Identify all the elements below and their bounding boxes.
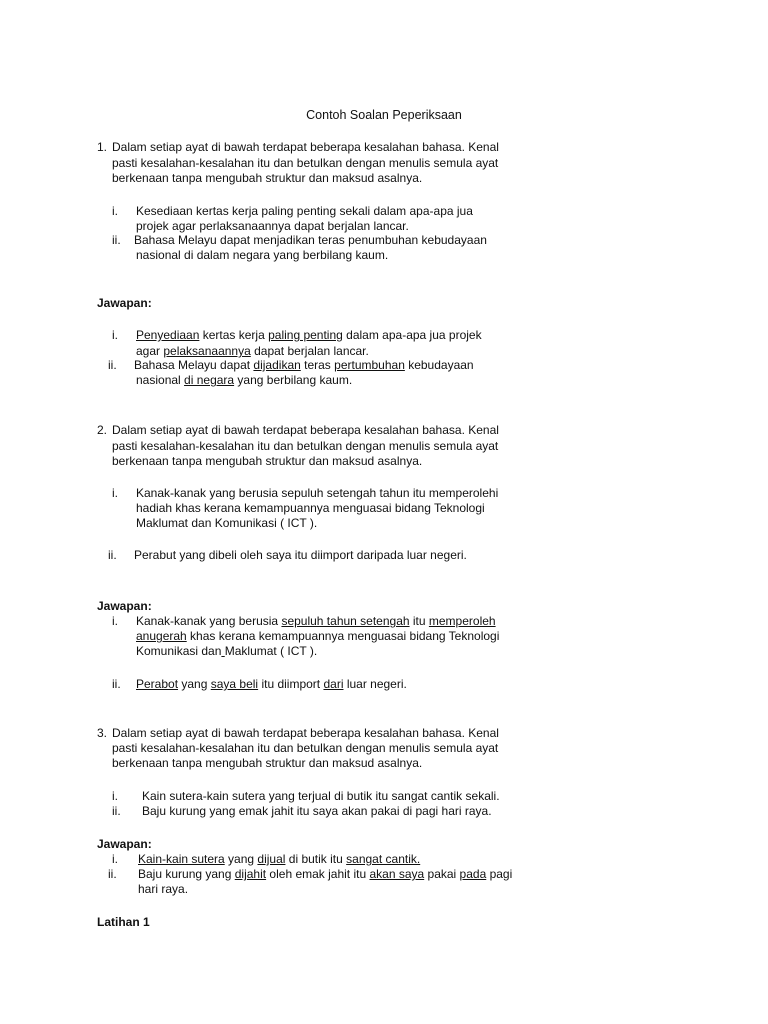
corrected-word: dari <box>323 677 344 691</box>
corrected-word: Kain-kain sutera <box>138 852 225 866</box>
q2-number: 2. <box>97 423 108 437</box>
corrected-word: di negara <box>184 373 235 387</box>
q2-instruction-line-1: Dalam setiap ayat di bawah terdapat beberapa kesalahan bahasa. Kenal <box>112 423 499 437</box>
q2-instruction-line-3: berkenaan tanpa mengubah struktur dan maksud asalnya. <box>112 454 423 468</box>
q1-answer-1-line-1 <box>136 328 482 343</box>
corrected-word: dijahit <box>234 867 267 881</box>
q2-answer-1-line-3 <box>136 644 317 659</box>
answer-text: Bahasa Melayu dapat <box>134 358 254 372</box>
q1-answer-2-line-2 <box>136 373 352 388</box>
q2-answer-1-line-2 <box>136 629 499 644</box>
q1-answer-label: Jawapan: <box>97 296 152 310</box>
q2-answer-2-line-1 <box>136 677 407 692</box>
answer-text: yang <box>224 852 258 866</box>
corrected-word: dijadikan <box>253 358 301 372</box>
answer-text: nasional <box>136 373 185 387</box>
q2-answer-2-number: ii. <box>112 677 121 691</box>
answer-text: khas kerana kemampuannya menguasai bidang Teknologi <box>186 629 500 643</box>
q2-item-1-line-1: Kanak-kanak yang berusia sepuluh setengah tahun itu memperolehi <box>136 486 499 500</box>
q2-item-1-line-2: hadiah khas kerana kemampuannya menguasai bidang Teknologi <box>136 501 485 515</box>
answer-text: Komunikasi dan <box>136 644 222 658</box>
q2-item-2-number: ii. <box>108 548 117 562</box>
answer-text: Kanak-kanak yang berusia <box>136 614 282 628</box>
answer-text: Maklumat ( ICT ). <box>224 644 318 658</box>
q2-answer-label: Jawapan: <box>97 599 152 613</box>
q3-answer-1-line-1 <box>138 852 420 867</box>
q1-instruction-line-2: pasti kesalahan-kesalahan itu dan betulkan dengan menulis semula ayat <box>112 156 499 170</box>
corrected-word: sepuluh tahun setengah <box>281 614 410 628</box>
answer-text: dalam apa-apa jua projek <box>342 328 482 342</box>
q1-item-1-line-2: projek agar perlaksanaannya dapat berjalan lancar. <box>136 219 409 233</box>
answer-text: oleh emak jahit itu <box>266 867 370 881</box>
q2-item-1-line-3: Maklumat dan Komunikasi ( ICT ). <box>136 516 318 530</box>
q1-answer-1-number: i. <box>112 328 118 342</box>
answer-text: dapat berjalan lancar. <box>250 344 369 358</box>
corrected-word: memperoleh <box>428 614 496 628</box>
corrected-word: sangat cantik. <box>346 852 421 866</box>
corrected-word: pada <box>459 867 487 881</box>
q3-answer-label: Jawapan: <box>97 837 152 851</box>
q3-answer-2-number: ii. <box>108 867 117 881</box>
answer-text: pakai <box>424 867 460 881</box>
q1-item-1-number: i. <box>112 204 118 218</box>
answer-text: kertas kerja <box>199 328 269 342</box>
answer-text: di butik itu <box>285 852 347 866</box>
q3-answer-2-line-1 <box>138 867 512 882</box>
corrected-word: anugerah <box>136 629 187 643</box>
q3-instruction-line-2: pasti kesalahan-kesalahan itu dan betulkan dengan menulis semula ayat <box>112 741 499 755</box>
q1-item-2-number: ii. <box>112 233 121 247</box>
q1-answer-2-number: ii. <box>108 358 117 372</box>
corrected-word: pelaksanaannya <box>163 344 251 358</box>
answer-text: Baju kurung yang <box>138 867 235 881</box>
q2-answer-1-line-1 <box>136 614 496 629</box>
q2-answer-1-number: i. <box>112 614 118 628</box>
exercise-heading: Latihan 1 <box>97 915 150 929</box>
answer-text: hari raya. <box>138 882 189 896</box>
answer-text: itu diimport <box>258 677 324 691</box>
q3-number: 3. <box>97 726 108 740</box>
answer-text: yang <box>178 677 211 691</box>
document-title: Contoh Soalan Peperiksaan <box>306 108 462 122</box>
q3-answer-2-line-2 <box>138 882 188 897</box>
corrected-word: dijual <box>257 852 286 866</box>
answer-text: itu <box>409 614 429 628</box>
q3-item-2-number: ii. <box>112 804 121 818</box>
answer-text: luar negeri. <box>343 677 407 691</box>
corrected-word: saya beli <box>210 677 259 691</box>
corrected-word: pertumbuhan <box>334 358 405 372</box>
q2-item-2-line-1: Perabut yang dibeli oleh saya itu diimport daripada luar negeri. <box>134 548 467 562</box>
q1-item-2-line-1: Bahasa Melayu dapat menjadikan teras penumbuhan kebudayaan <box>134 233 487 247</box>
q1-instruction-line-1: Dalam setiap ayat di bawah terdapat beberapa kesalahan bahasa. Kenal <box>112 140 499 154</box>
q1-item-2-line-2: nasional di dalam negara yang berbilang kaum. <box>136 248 389 262</box>
q3-instruction-line-3: berkenaan tanpa mengubah struktur dan maksud asalnya. <box>112 756 423 770</box>
answer-text: pagi <box>486 867 513 881</box>
q1-answer-2-line-1 <box>134 358 474 373</box>
q3-item-1-line-1: Kain sutera-kain sutera yang terjual di butik itu sangat cantik sekali. <box>142 789 500 803</box>
q2-instruction-line-2: pasti kesalahan-kesalahan itu dan betulkan dengan menulis semula ayat <box>112 439 499 453</box>
q3-instruction-line-1: Dalam setiap ayat di bawah terdapat beberapa kesalahan bahasa. Kenal <box>112 726 499 740</box>
answer-text: yang berbilang kaum. <box>234 373 353 387</box>
corrected-word: akan saya <box>369 867 425 881</box>
answer-text: teras <box>300 358 335 372</box>
q2-item-1-number: i. <box>112 486 118 500</box>
q1-item-1-line-1: Kesediaan kertas kerja paling penting sekali dalam apa-apa jua <box>136 204 473 218</box>
q3-item-2-line-1: Baju kurung yang emak jahit itu saya akan pakai di pagi hari raya. <box>142 804 492 818</box>
answer-text: agar <box>136 344 164 358</box>
q1-number: 1. <box>97 140 108 154</box>
corrected-word: Penyediaan <box>136 328 200 342</box>
answer-text: kebudayaan <box>404 358 474 372</box>
corrected-word: Perabot <box>136 677 179 691</box>
corrected-word: paling penting <box>268 328 343 342</box>
q1-answer-1-line-2 <box>136 344 369 359</box>
q3-answer-1-number: i. <box>112 852 118 866</box>
q3-item-1-number: i. <box>112 789 118 803</box>
q1-instruction-line-3: berkenaan tanpa mengubah struktur dan maksud asalnya. <box>112 171 423 185</box>
